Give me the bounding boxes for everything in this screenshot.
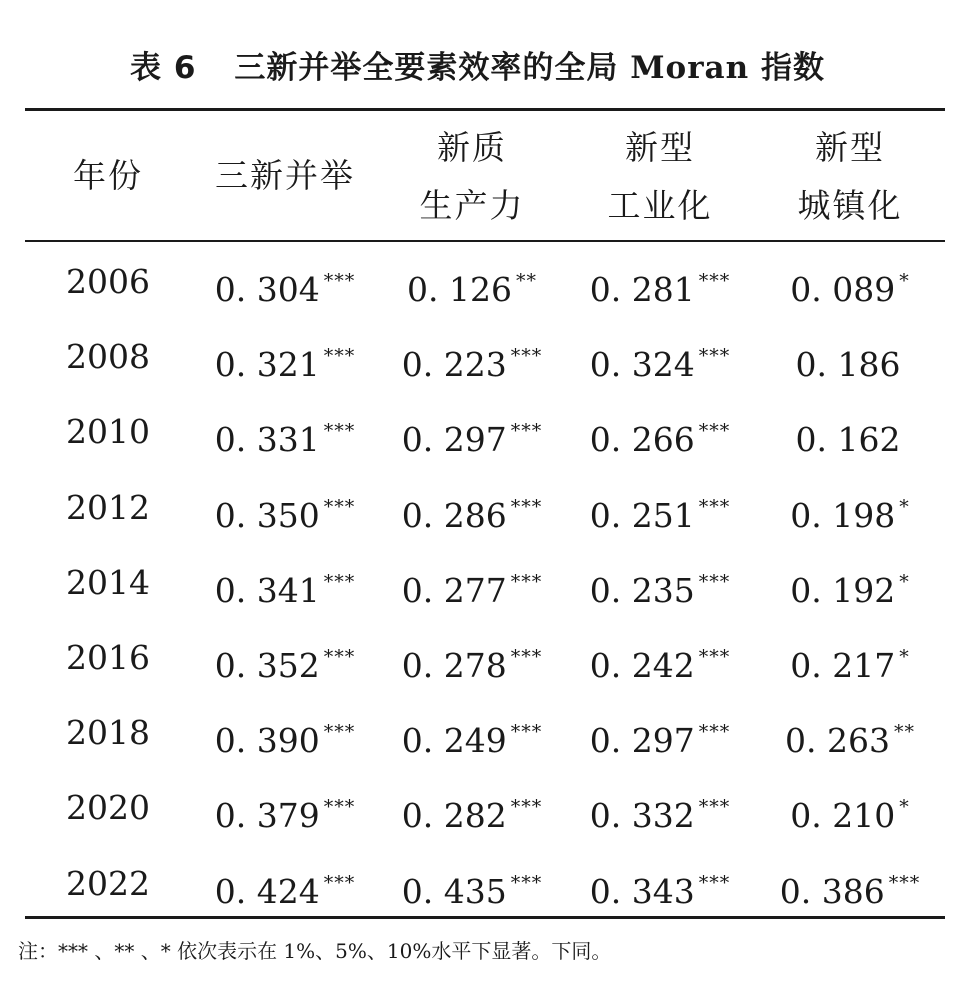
value-cell — [190, 319, 380, 402]
year-cell: 2008 — [66, 337, 150, 377]
value-cell — [565, 620, 755, 703]
value-cell — [755, 545, 945, 628]
significance-stars: * — [899, 270, 910, 292]
table-row — [0, 319, 955, 394]
value-cell — [377, 545, 567, 628]
moran-value: 0. 278 — [401, 646, 507, 685]
table-title-end: 指数 — [760, 50, 825, 86]
value-cell — [377, 620, 567, 703]
column-header-line1: 三新并举 — [215, 156, 355, 195]
significance-stars: *** — [323, 270, 356, 292]
significance-stars: *** — [323, 646, 356, 668]
year-cell: 2010 — [66, 412, 150, 452]
value-cell — [377, 319, 567, 402]
significance-stars: * — [899, 646, 910, 668]
table-title — [0, 48, 955, 88]
value-cell — [755, 394, 945, 477]
moran-value: 0. 304 — [214, 270, 320, 309]
significance-stars: *** — [698, 646, 731, 668]
moran-value: 0. 162 — [795, 420, 901, 460]
moran-value: 0. 435 — [401, 871, 507, 911]
significance-stars: ** — [515, 270, 537, 292]
significance-stars: *** — [698, 871, 731, 894]
value-cell — [190, 394, 380, 477]
table-row — [0, 470, 955, 545]
moran-value: 0. 281 — [589, 270, 695, 309]
value-cell — [755, 620, 945, 703]
significance-stars: *** — [510, 345, 543, 368]
table-number: 表 6 — [130, 50, 197, 86]
moran-value: 0. 249 — [401, 721, 507, 761]
value-cell — [377, 470, 567, 553]
significance-stars: *** — [698, 796, 731, 819]
value-cell — [755, 470, 945, 553]
table-note: 注：*** 、** 、* 依次表示在 1%、5%、10%水平下显著。下同。 — [18, 939, 612, 963]
significance-stars: ** — [893, 721, 915, 744]
significance-stars: *** — [698, 270, 731, 292]
table-row — [0, 695, 955, 770]
moran-value: 0. 379 — [214, 796, 320, 836]
moran-value: 0. 352 — [214, 646, 320, 685]
significance-stars: *** — [698, 420, 731, 443]
column-header-line1: 新型 — [815, 128, 885, 167]
value-cell — [565, 319, 755, 402]
moran-value: 0. 297 — [589, 721, 695, 761]
value-cell — [377, 244, 567, 327]
significance-stars: *** — [323, 345, 356, 368]
moran-value: 0. 223 — [401, 345, 507, 385]
significance-stars: *** — [510, 646, 543, 668]
value-cell — [755, 319, 945, 402]
header-rule — [25, 240, 945, 242]
table-title-latin: Moran — [630, 50, 750, 86]
moran-value: 0. 282 — [401, 796, 507, 836]
significance-stars: * — [899, 495, 910, 518]
moran-value: 0. 286 — [401, 495, 507, 535]
year-cell: 2022 — [66, 863, 150, 903]
column-header-line2: 生产力 — [419, 186, 525, 225]
value-cell — [190, 545, 380, 628]
top-rule — [25, 108, 945, 111]
moran-value: 0. 198 — [790, 495, 896, 535]
significance-stars: *** — [698, 345, 731, 368]
moran-value: 0. 341 — [214, 570, 320, 610]
significance-stars: *** — [698, 721, 731, 744]
value-cell — [755, 770, 945, 853]
column-header-line1: 新型 — [625, 128, 695, 167]
value-cell — [755, 244, 945, 327]
significance-stars: *** — [510, 420, 543, 443]
moran-value: 0. 242 — [589, 646, 695, 685]
significance-stars: *** — [888, 871, 921, 894]
value-cell — [565, 695, 755, 778]
year-cell: 2020 — [66, 788, 150, 828]
year-cell: 2016 — [66, 638, 150, 677]
table-title-text: 三新并举全要素效率的全局 — [234, 50, 619, 86]
moran-value: 0. 332 — [589, 796, 695, 836]
value-cell — [377, 770, 567, 853]
moran-value: 0. 210 — [790, 796, 896, 836]
significance-stars: *** — [323, 796, 356, 819]
year-cell: 2012 — [66, 487, 150, 527]
moran-value: 0. 321 — [214, 345, 320, 385]
significance-stars: *** — [323, 570, 356, 593]
value-cell — [565, 545, 755, 628]
value-cell — [190, 470, 380, 553]
table-row — [0, 770, 955, 845]
bottom-rule — [25, 916, 945, 919]
moran-value: 0. 089 — [790, 270, 896, 309]
significance-stars: *** — [510, 871, 543, 894]
significance-stars: * — [899, 796, 910, 819]
significance-stars: *** — [698, 495, 731, 518]
moran-value: 0. 343 — [589, 871, 695, 911]
value-cell — [190, 244, 380, 327]
value-cell — [190, 695, 380, 778]
moran-value: 0. 277 — [401, 570, 507, 610]
moran-value: 0. 424 — [214, 871, 320, 911]
moran-value: 0. 263 — [785, 721, 890, 761]
significance-stars: *** — [510, 495, 543, 518]
value-cell — [377, 695, 567, 778]
table-row — [0, 545, 955, 620]
moran-value: 0. 126 — [407, 270, 512, 309]
table-row — [0, 394, 955, 469]
moran-value: 0. 235 — [589, 570, 695, 610]
moran-value: 0. 186 — [795, 345, 901, 385]
value-cell — [565, 470, 755, 553]
column-header-line2: 城镇化 — [797, 186, 903, 225]
moran-value: 0. 390 — [214, 721, 320, 761]
column-header-line1: 新质 — [437, 128, 507, 167]
significance-stars: *** — [698, 570, 731, 593]
value-cell — [565, 244, 755, 327]
moran-value: 0. 297 — [401, 420, 507, 460]
year-cell: 2014 — [66, 562, 150, 602]
year-cell: 2018 — [66, 713, 150, 753]
significance-stars: *** — [323, 721, 356, 744]
value-cell — [190, 620, 380, 703]
column-header-line1: 年份 — [73, 156, 143, 195]
value-cell — [755, 695, 945, 778]
table-row — [0, 846, 955, 921]
table-row — [0, 244, 955, 319]
moran-value: 0. 192 — [790, 570, 896, 610]
significance-stars: *** — [510, 721, 543, 744]
moran-value: 0. 266 — [589, 420, 695, 460]
significance-stars: *** — [510, 570, 543, 593]
value-cell — [565, 394, 755, 477]
moran-value: 0. 217 — [790, 646, 896, 685]
moran-value: 0. 324 — [589, 345, 695, 385]
value-cell — [190, 770, 380, 853]
significance-stars: * — [899, 570, 910, 593]
moran-value: 0. 331 — [214, 420, 320, 460]
value-cell — [377, 394, 567, 477]
significance-stars: *** — [323, 420, 356, 443]
year-cell: 2006 — [66, 262, 150, 301]
column-header-line2: 工业化 — [607, 186, 713, 225]
significance-stars: *** — [323, 871, 356, 894]
value-cell — [565, 770, 755, 853]
moran-value: 0. 251 — [589, 495, 695, 535]
moran-value: 0. 350 — [214, 495, 320, 535]
moran-value: 0. 386 — [779, 871, 885, 911]
table-row — [0, 620, 955, 695]
significance-stars: *** — [510, 796, 543, 819]
significance-stars: *** — [323, 495, 356, 518]
